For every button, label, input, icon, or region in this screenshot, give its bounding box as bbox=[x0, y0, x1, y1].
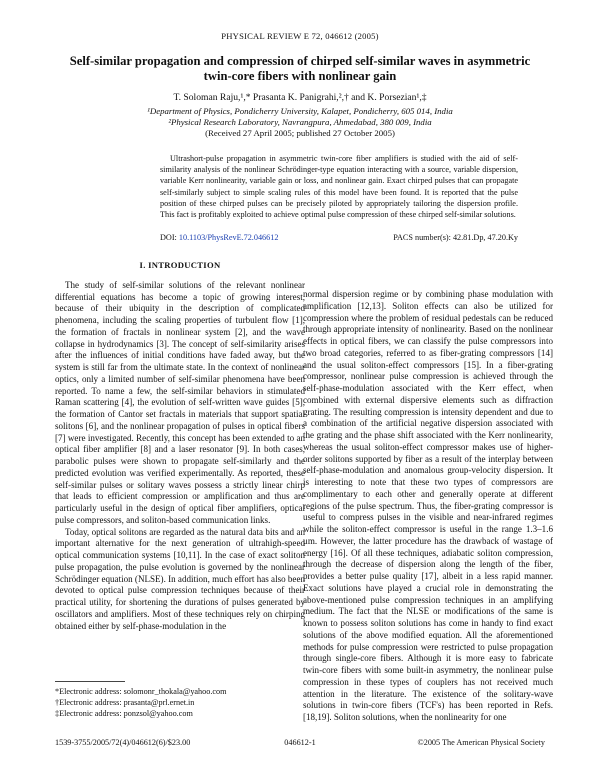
abstract: Ultrashort-pulse propagation in asymmetric twin-core fiber amplifiers is studied with the aid of self-similarity analysis of the nonlinear Schrödinger-type equation interacting with a source, variable dispersion, variable Kerr nonlinearity, variable gain or loss, and nonlinear gain. Exact chirped pulses that can propagate self-similarly subject to simple scaling rules of this model have been found. It is reported that the pulse position of these chirped pulses can be precisely piloted by appropriately tailoring the dispersion profile. This fact is profitably exploited to achieve optimal pulse compression of these chirped self-similar solutions. bbox=[160, 154, 518, 220]
footnote-2: †Electronic address: prasanta@prl.ernet.in bbox=[55, 698, 195, 707]
received-date: (Received 27 April 2005; published 27 October 2005) bbox=[205, 128, 395, 138]
paragraph-2: Today, optical solitons are regarded as the natural data bits and an important alternative for the next generation of ultrahigh-speed optical communication systems [10,11]. In the case of exact soliton pulse propagation, the pulse evolution is governed by the nonlinear Schrödinger equation (NLSE). In addition, much effort has also been devoted to optical pulse compression techniques because of their practical utility, for shortening the durations of pulses generated by oscillators and amplifiers. Most of these techniques rely on chirping obtained either by self-phase-modulation in the bbox=[55, 526, 305, 631]
left-column bbox=[55, 260, 305, 632]
running-head: PHYSICAL REVIEW E 72, 046612 (2005) bbox=[221, 31, 379, 41]
page-number: 046612-1 bbox=[284, 738, 316, 747]
footnote-1: *Electronic address: solomonr_thokala@yahoo.com bbox=[55, 687, 227, 696]
right-column bbox=[303, 289, 553, 724]
doi-link[interactable]: 10.1103/PhysRevE.72.046612 bbox=[178, 233, 279, 242]
affiliation-2: ²Physical Research Laboratory, Navrangpura, Ahmedabad, 380 009, India bbox=[168, 117, 432, 127]
footnote-divider bbox=[55, 681, 125, 682]
affiliation-1: ¹Department of Physics, Pondicherry University, Kalapet, Pondicherry, 605 014, India bbox=[147, 106, 453, 116]
paragraph-1: The study of self-similar solutions of the relevant nonlinear differential equations has become a topic of growing interest, because of their ubiquity in the description of complicated phenomena, including the scaling properties of turbulent flow [1], the formation of fractals in nonlinear system [2], and the wave collapse in hydrodynamics [3]. The concept of self-similarity arises after the influences of initial conditions have faded away, but the system is still far from the ultimate state. In the context of nonlinear optics, only a limited number of self-similar phenomena have been reported. To name a few, the self-similar behaviors in stimulated Raman scattering [4], the evolution of self-written wave guides [5], the formation of Cantor set fractals in materials that support spatial solitons [6], and the nonlinear propagation of pulses in optical fibers [7] were investigated. Recently, this concept has been extended to an optical fiber amplifier [8] and a laser resonator [9]. In both cases, parabolic pulses were shown to propagate self-similarly and the predicted evolution was verified experimentally. As reported, these self-similar pulses or solitary waves possess a strictly linear chirp that leads to efficient compression or amplification and thus are particularly useful in the design of optical fiber amplifiers, optical pulse compressors, and soliton-based communication links. bbox=[55, 279, 305, 525]
article-title: Self-similar propagation and compression of chirped self-similar waves in asymmetric twin-core fibers with nonlinear gain bbox=[69, 54, 531, 83]
pacs-numbers: PACS number(s): 42.81.Dp, 47.20.Ky bbox=[393, 233, 518, 242]
footer-issn: 1539-3755/2005/72(4)/046612(6)/$23.00 bbox=[55, 738, 191, 747]
doi bbox=[160, 233, 278, 242]
paragraph-3: normal dispersion regime or by combining phase modulation with amplification [12,13]. Soliton effects can also be utilized for compression where the problem of residual pedestals can be reduced through appropriate intensity of nonlinearity. Based on the nonlinear effects in optical fibers, we can classify the pulse compressors into two broad categories, referred to as fiber-grating compressors [14] and the usual soliton-effect compressors [15]. In a fiber-grating compressor, nonlinear pulse compression is achieved through the self-phase-modulation associated with the Kerr effect, when combined with external dispersive elements such as diffraction grating. The resulting compression is intensity dependent and due to a combination of the artificial negative dispersion associated with the grating and the phase shift associated with the Kerr nonlinearity, whereas the usual soliton-effect compressor makes use of higher-order solitons supported by fiber as a result of the interplay between self-phase-modulation and anomalous group-velocity dispersion. It is interesting to note that these two types of compressors are complimentary to each other and generally operate at different regions of the pulse spectrum. Thus, the fiber-grating compressor is useful to compress pulses in the visible and near-infrared regimes while the soliton-effect compressor is useful in the range 1.3–1.6 μm. However, the latter procedure has the drawback of wastage of energy [16]. Of all these techniques, adiabatic soliton compression, through the decrease of dispersion along the length of the fiber, provides a better pulse quality [17], albeit in a less rapid manner. Exact solutions have played a crucial role in demonstrating the above-mentioned pulse compression techniques in an amplifying medium. The fact that the NLSE or modifications of the same is known to possess soliton solutions has come in handy to find exact solutions of the above modified equation. All the aforementioned methods for pulse compression were restricted to pulse propagation through single-core fibers. Although it is more easy to fabricate twin-core fibers with some built-in asymmetry, the nonlinear pulse compression in these types of couplers has not received much attention in the literature. The existence of the solitary-wave solutions in twin-core fibers (TCF's) has been reported in Refs. [18,19]. Soliton solutions, when the nonlinearity for one bbox=[303, 289, 553, 722]
doi-label: DOI: bbox=[160, 233, 179, 242]
section-heading: I. INTRODUCTION bbox=[139, 260, 221, 270]
author-list: T. Soloman Raju,¹,* Prasanta K. Panigrahi,²,† and K. Porsezian¹,‡ bbox=[173, 92, 427, 103]
copyright: ©2005 The American Physical Society bbox=[417, 738, 545, 747]
footnote-3: ‡Electronic address: ponzsol@yahoo.com bbox=[55, 709, 193, 718]
footnotes bbox=[55, 686, 305, 719]
